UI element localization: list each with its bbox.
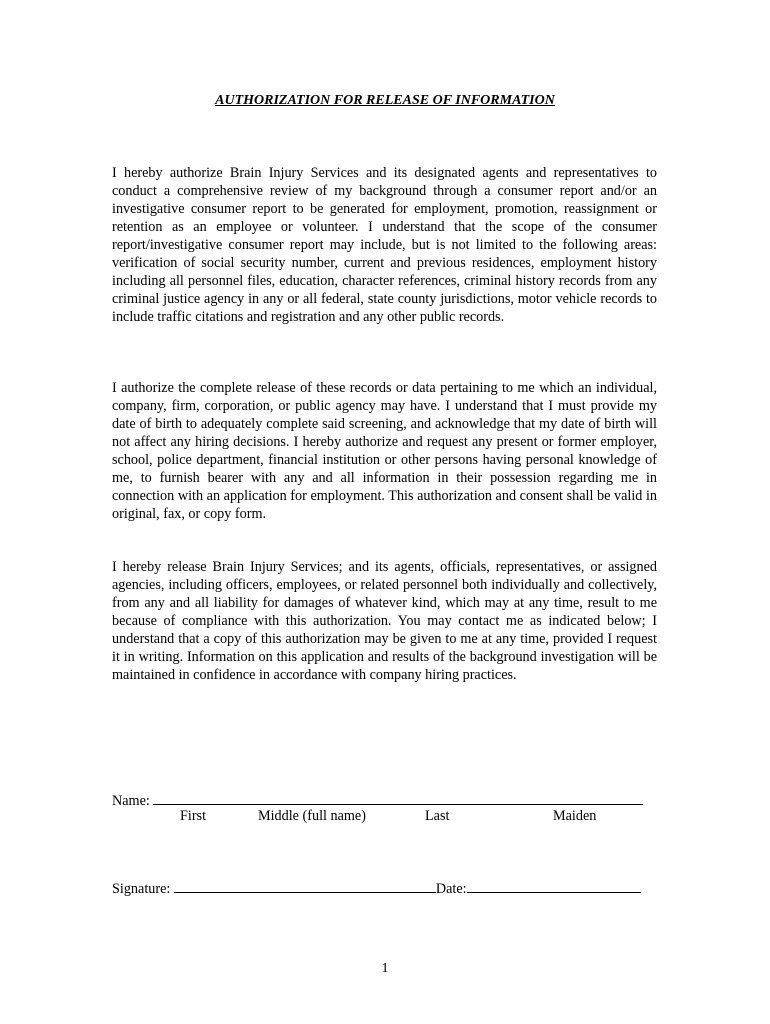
name-maiden-caption: Maiden [553, 808, 597, 824]
date-label: Date: [435, 881, 467, 897]
signature-field-line[interactable] [174, 878, 436, 893]
name-row [112, 790, 643, 810]
date-field-line[interactable] [467, 878, 641, 893]
name-middle-caption: Middle (full name) [258, 808, 366, 824]
page-number: 1 [381, 961, 389, 976]
paragraph-liability-release: I hereby release Brain Injury Services; and its agents, officials, representatives, or assigned agencies, including officers, employees, or related personnel both individually and collectively, from any and all liability for damages of whatever kind, which may at any time, result to me because of compliance with this authorization. You may contact me as indicated below; I understand that a copy of this authorization may be given to me at any time, provided I request it in writing. Information on this application and results of the background investigation will be maintained in confidence in accordance with company hiring practices. [112, 559, 657, 683]
paragraph-authorization: I hereby authorize Brain Injury Services and its designated agents and representatives to conduct a comprehensive review of my background through a consumer report and/or an investigative consumer report to be generated for employment, promotion, reassignment or retention as an employee or volunteer. I understand that the scope of the consumer report/investigative consumer report may include, but is not limited to the following areas: verification of social security number, current and previous residences, employment history including all personnel files, education, character references, criminal history records from any criminal justice agency in any or all federal, state county jurisdictions, motor vehicle records to include traffic citations and registration and any other public records. [112, 165, 657, 325]
name-first-caption: First [180, 808, 207, 824]
signature-row [112, 878, 641, 898]
paragraph-release-records: I authorize the complete release of these records or data pertaining to me which an individual, company, firm, corporation, or public agency may have. I understand that I must provide my date of birth to adequately complete said screening, and acknowledge that my date of birth will not affect any hiring decisions. I hereby authorize and request any present or former employer, school, police department, financial institution or other persons having personal knowledge of me, to furnish bearer with any and all information in their possession regarding me in connection with an application for employment. This authorization and consent shall be valid in original, fax, or copy form. [112, 380, 657, 522]
document-title: AUTHORIZATION FOR RELEASE OF INFORMATION [215, 93, 555, 108]
signature-label: Signature: [112, 881, 171, 897]
name-field-line[interactable] [153, 790, 643, 805]
name-last-caption: Last [425, 808, 450, 824]
name-label: Name: [112, 793, 150, 809]
